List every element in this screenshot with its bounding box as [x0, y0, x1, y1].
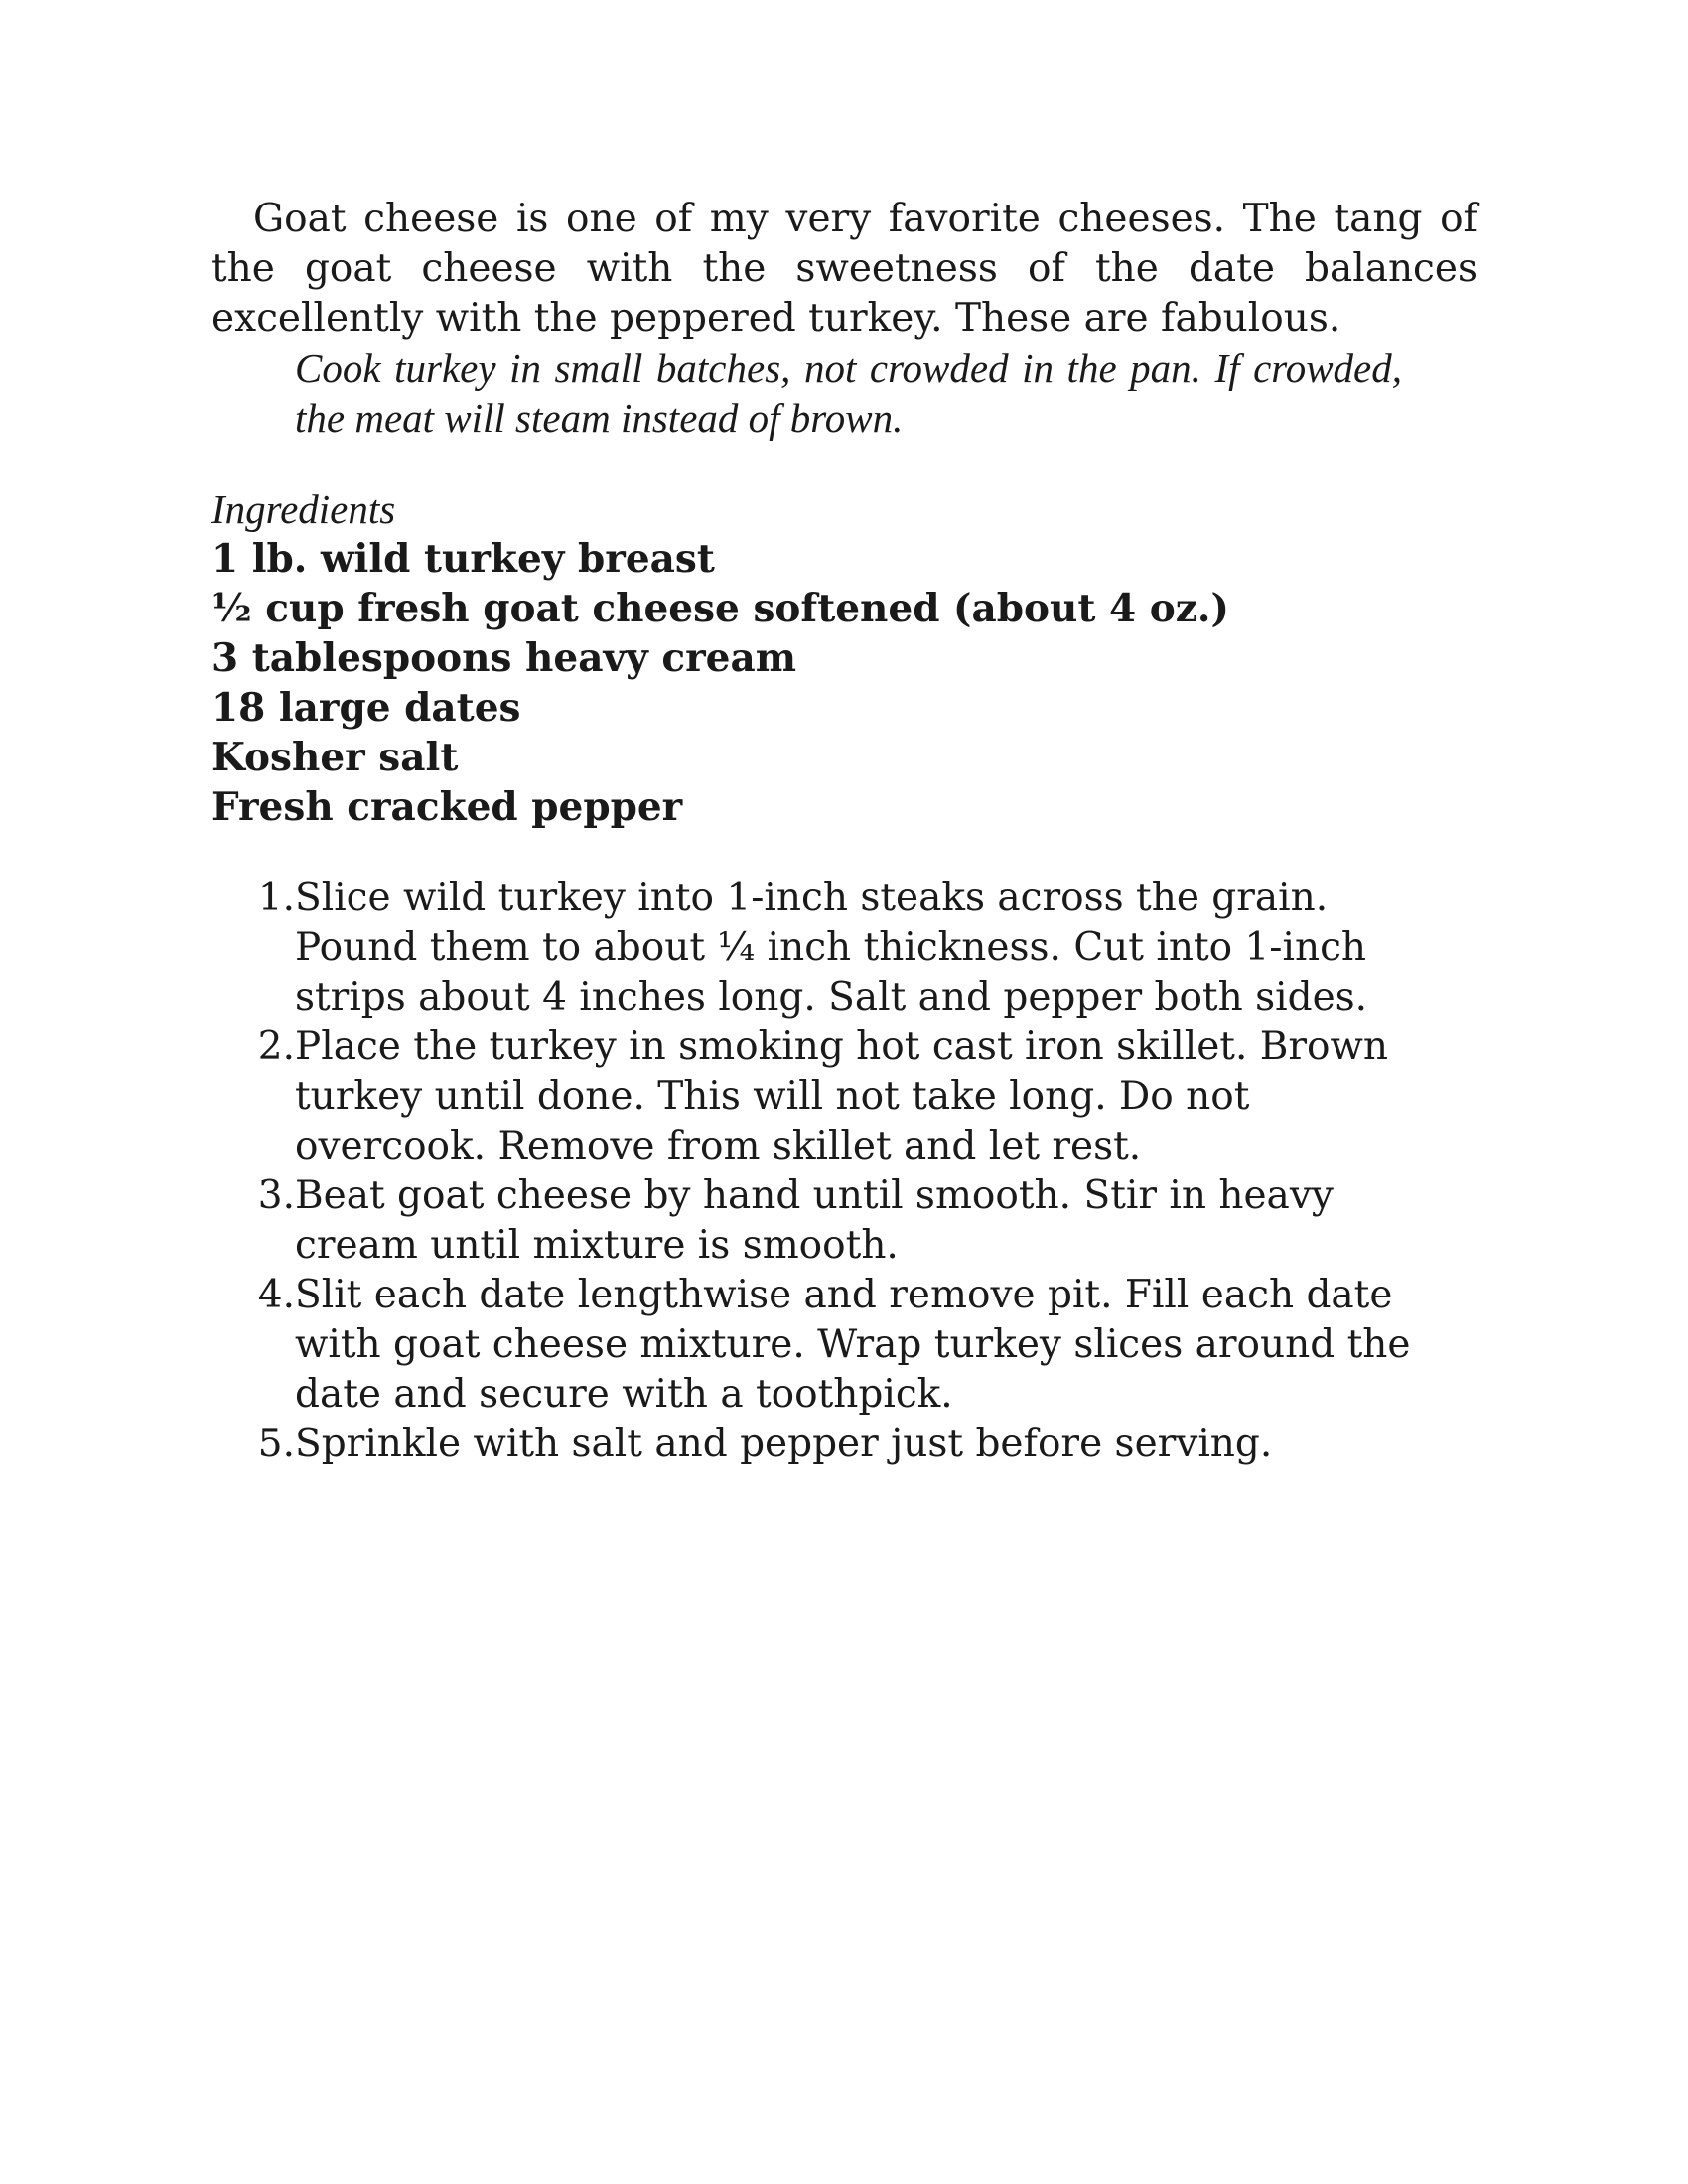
step-number: 4. — [257, 1273, 295, 1317]
instruction-step — [211, 1420, 1477, 1469]
cooking-tip: Cook turkey in small batches, not crowded in the pan. If crowded, the meat will steam instead of brown. — [295, 345, 1402, 441]
ingredient-item: 18 large dates — [211, 685, 521, 731]
step-number: 2. — [257, 1024, 295, 1069]
ingredient-item: Fresh cracked pepper — [211, 784, 683, 830]
ingredient-item: ½ cup fresh goat cheese softened (about 4 oz.) — [211, 586, 1229, 631]
ingredient-item: Kosher salt — [211, 735, 459, 780]
recipe-page — [211, 195, 1477, 1469]
instruction-step — [211, 1023, 1477, 1171]
ingredients-heading: Ingredients — [211, 486, 396, 532]
intro-paragraph: Goat cheese is one of my very favorite cheeses. The tang of the goat cheese with the sweetness of the date balances excellently with the peppered turkey. These are fabulous. — [211, 197, 1477, 341]
ingredients-list — [211, 534, 1477, 832]
ingredient-item: 1 lb. wild turkey breast — [211, 536, 715, 582]
step-text: Beat goat cheese by hand until smooth. Stir in heavy cream until mixture is smooth. — [295, 1173, 1334, 1268]
instruction-step — [211, 874, 1477, 1023]
step-number: 1. — [257, 876, 295, 920]
instructions-list — [211, 874, 1477, 1469]
step-text: Place the turkey in smoking hot cast iron skillet. Brown turkey until done. This will not take long. Do not overcook. Remove from skillet and let rest. — [295, 1024, 1389, 1168]
step-text: Slice wild turkey into 1-inch steaks across the grain. Pound them to about ¼ inch thickness. Cut into 1-inch strips about 4 inches long. Salt and pepper both sides. — [295, 876, 1368, 1020]
ingredient-item: 3 tablespoons heavy cream — [211, 635, 797, 681]
instruction-step — [211, 1271, 1477, 1420]
step-text: Sprinkle with salt and pepper just before serving. — [295, 1422, 1273, 1466]
instruction-step — [211, 1171, 1477, 1271]
step-text: Slit each date lengthwise and remove pit. Fill each date with goat cheese mixture. Wrap turkey slices around the date and secure with a toothpick. — [295, 1273, 1411, 1417]
step-number: 3. — [257, 1173, 295, 1218]
step-number: 5. — [257, 1422, 295, 1466]
